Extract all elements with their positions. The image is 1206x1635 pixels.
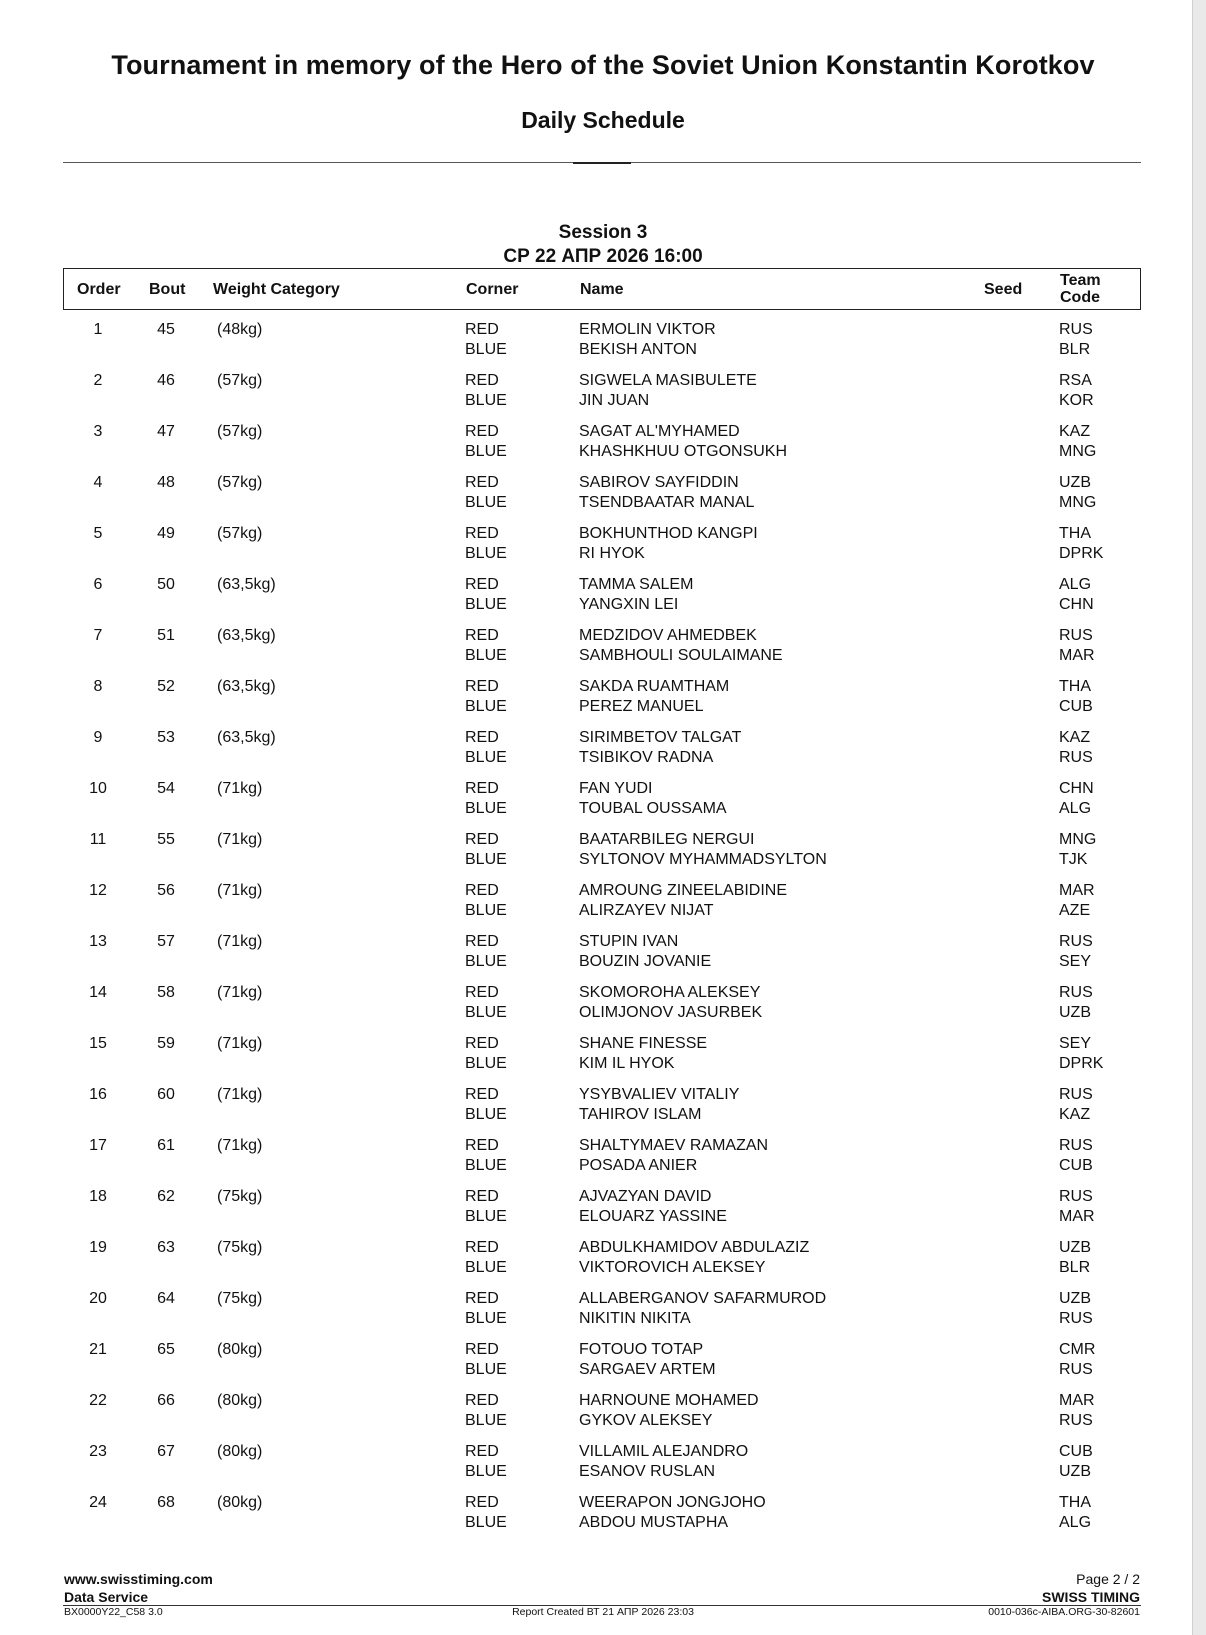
blue-team-code: TJK [1059, 850, 1088, 868]
blue-corner: BLUE [465, 1207, 507, 1225]
table-row [0, 575, 1206, 626]
blue-corner: BLUE [465, 901, 507, 919]
document-title: Tournament in memory of the Hero of the Soviet Union Konstantin Korotkov [111, 50, 1095, 80]
red-team-code: UZB [1059, 474, 1091, 491]
red-boxer-name: SIRIMBETOV TALGAT [579, 729, 742, 746]
bout-number: 65 [157, 1341, 175, 1358]
table-row [0, 932, 1206, 983]
bout-order: 9 [93, 729, 103, 746]
red-team-code: RUS [1059, 1137, 1093, 1154]
red-corner: RED [465, 576, 499, 593]
blue-corner: BLUE [465, 1462, 507, 1480]
blue-corner: BLUE [465, 1258, 507, 1276]
weight-category: (71kg) [217, 1035, 263, 1052]
bout-order: 13 [89, 933, 107, 950]
table-row [0, 1493, 1206, 1544]
table-row [0, 1289, 1206, 1340]
blue-corner: BLUE [465, 799, 507, 817]
blue-corner: BLUE [465, 391, 507, 409]
header-team-code [1060, 272, 1101, 306]
red-team-code: RUS [1059, 1188, 1093, 1205]
blue-team-code: UZB [1059, 1003, 1091, 1021]
table-row [0, 1034, 1206, 1085]
red-team-code: KAZ [1059, 729, 1091, 746]
table-row [0, 626, 1206, 677]
blue-team-code: MAR [1059, 646, 1095, 664]
red-team-code: CMR [1059, 1341, 1096, 1358]
title-divider-mark [573, 162, 631, 164]
bout-number: 49 [157, 525, 175, 542]
red-team-code: MNG [1059, 831, 1097, 848]
table-row [0, 881, 1206, 932]
red-boxer-name: STUPIN IVAN [579, 933, 679, 950]
weight-category: (75kg) [217, 1239, 263, 1256]
blue-team-code: UZB [1059, 1462, 1091, 1480]
red-boxer-name: FAN YUDI [579, 780, 653, 797]
red-corner: RED [465, 474, 499, 491]
blue-corner: BLUE [465, 595, 507, 613]
red-boxer-name: SHALTYMAEV RAMAZAN [579, 1137, 769, 1154]
red-corner: RED [465, 1188, 499, 1205]
bout-order: 3 [93, 423, 103, 440]
blue-corner: BLUE [465, 1054, 507, 1072]
blue-boxer-name: NIKITIN NIKITA [579, 1309, 691, 1327]
bout-order: 7 [93, 627, 103, 644]
blue-corner: BLUE [465, 1156, 507, 1174]
weight-category: (57kg) [217, 474, 263, 491]
weight-category: (63,5kg) [217, 576, 276, 593]
table-row [0, 1391, 1206, 1442]
bout-order: 14 [89, 984, 107, 1001]
red-boxer-name: SIGWELA MASIBULETE [579, 372, 757, 389]
blue-boxer-name: KIM IL HYOK [579, 1054, 675, 1072]
red-team-code: ALG [1059, 576, 1092, 593]
red-corner: RED [465, 423, 499, 440]
weight-category: (80kg) [217, 1392, 263, 1409]
blue-boxer-name: ELOUARZ YASSINE [579, 1207, 727, 1225]
blue-boxer-name: SARGAEV ARTEM [579, 1360, 716, 1378]
red-team-code: MAR [1059, 882, 1095, 899]
blue-team-code: ALG [1059, 1513, 1092, 1531]
table-row [0, 1136, 1206, 1187]
red-boxer-name: BOKHUNTHOD KANGPI [579, 525, 758, 542]
red-corner: RED [465, 1392, 499, 1409]
red-corner: RED [465, 882, 499, 899]
blue-boxer-name: KHASHKHUU OTGONSUKH [579, 442, 788, 460]
bout-number: 57 [157, 933, 175, 950]
bout-order: 18 [89, 1188, 107, 1205]
bout-number: 56 [157, 882, 175, 899]
blue-corner: BLUE [465, 442, 507, 460]
bout-order: 19 [89, 1239, 107, 1256]
bout-number: 58 [157, 984, 175, 1001]
weight-category: (71kg) [217, 984, 263, 1001]
bout-order: 17 [89, 1137, 107, 1154]
bout-order: 11 [89, 831, 107, 848]
red-boxer-name: ALLABERGANOV SAFARMUROD [579, 1290, 827, 1307]
header-team-line1: Team [1060, 272, 1101, 289]
session-label: Session 3 [558, 222, 648, 243]
red-corner: RED [465, 1341, 499, 1358]
bout-number: 63 [157, 1239, 175, 1256]
footer-website: www.swisstiming.com [64, 1571, 213, 1587]
blue-corner: BLUE [465, 952, 507, 970]
blue-team-code: BLR [1059, 1258, 1091, 1276]
blue-boxer-name: TSENDBAATAR MANAL [579, 493, 755, 511]
blue-boxer-name: ALIRZAYEV NIJAT [579, 901, 714, 919]
blue-team-code: MAR [1059, 1207, 1095, 1225]
blue-boxer-name: SAMBHOULI SOULAIMANE [579, 646, 783, 664]
bout-order: 2 [93, 372, 103, 389]
blue-boxer-name: RI HYOK [579, 544, 645, 562]
weight-category: (71kg) [217, 831, 263, 848]
red-corner: RED [465, 780, 499, 797]
red-corner: RED [465, 984, 499, 1001]
bout-number: 66 [157, 1392, 175, 1409]
red-team-code: UZB [1059, 1290, 1091, 1307]
weight-category: (75kg) [217, 1290, 263, 1307]
blue-team-code: RUS [1059, 1309, 1093, 1327]
bout-number: 59 [157, 1035, 175, 1052]
blue-boxer-name: JIN JUAN [579, 391, 650, 409]
bout-order: 21 [89, 1341, 107, 1358]
bout-number: 68 [157, 1494, 175, 1511]
bout-number: 46 [157, 372, 175, 389]
table-row [0, 830, 1206, 881]
weight-category: (48kg) [217, 321, 263, 338]
bout-number: 54 [157, 780, 175, 797]
weight-category: (71kg) [217, 780, 263, 797]
footer-reference: 0010-036c-AIBA.ORG-30-82601 [988, 1606, 1140, 1618]
blue-team-code: CUB [1059, 697, 1093, 715]
weight-category: (63,5kg) [217, 627, 276, 644]
red-boxer-name: HARNOUNE MOHAMED [579, 1392, 759, 1409]
red-boxer-name: AJVAZYAN DAVID [579, 1188, 712, 1205]
weight-category: (80kg) [217, 1341, 263, 1358]
bout-order: 16 [89, 1086, 107, 1103]
red-boxer-name: SAKDA RUAMTHAM [579, 678, 730, 695]
red-boxer-name: BAATARBILEG NERGUI [579, 831, 755, 848]
blue-boxer-name: TOUBAL OUSSAMA [579, 799, 727, 817]
blue-team-code: SEY [1059, 952, 1092, 970]
red-boxer-name: AMROUNG ZINEELABIDINE [579, 882, 788, 899]
bout-number: 51 [157, 627, 175, 644]
red-team-code: CHN [1059, 780, 1094, 797]
bout-number: 64 [157, 1290, 175, 1307]
red-team-code: RUS [1059, 984, 1093, 1001]
header-corner: Corner [466, 281, 519, 298]
weight-category: (57kg) [217, 423, 263, 440]
red-boxer-name: ABDULKHAMIDOV ABDULAZIZ [579, 1239, 810, 1256]
red-corner: RED [465, 1290, 499, 1307]
red-boxer-name: SAGAT AL'MYHAMED [579, 423, 740, 440]
red-team-code: RUS [1059, 321, 1093, 338]
header-name: Name [580, 281, 624, 298]
footer-data-service: Data Service [64, 1589, 149, 1605]
blue-boxer-name: TSIBIKOV RADNA [579, 748, 714, 766]
table-row [0, 728, 1206, 779]
red-team-code: THA [1059, 678, 1091, 695]
table-row [0, 524, 1206, 575]
red-boxer-name: SHANE FINESSE [579, 1035, 708, 1052]
table-row [0, 1187, 1206, 1238]
table-header [63, 268, 1141, 310]
blue-team-code: KAZ [1059, 1105, 1091, 1123]
header-team-line2: Code [1060, 289, 1100, 306]
bout-order: 15 [89, 1035, 107, 1052]
weight-category: (57kg) [217, 525, 263, 542]
red-team-code: THA [1059, 1494, 1091, 1511]
bout-number: 52 [157, 678, 175, 695]
weight-category: (71kg) [217, 1086, 263, 1103]
red-team-code: UZB [1059, 1239, 1091, 1256]
bout-order: 23 [89, 1443, 107, 1460]
red-team-code: RUS [1059, 1086, 1093, 1103]
bout-order: 20 [89, 1290, 107, 1307]
red-team-code: RSA [1059, 372, 1092, 389]
red-corner: RED [465, 627, 499, 644]
bout-number: 48 [157, 474, 175, 491]
footer-doc-code: BX0000Y22_C58 3.0 [64, 1606, 163, 1618]
blue-team-code: BLR [1059, 340, 1091, 358]
blue-corner: BLUE [465, 748, 507, 766]
red-boxer-name: ERMOLIN VIKTOR [579, 321, 716, 338]
red-corner: RED [465, 372, 499, 389]
table-row [0, 1442, 1206, 1493]
red-corner: RED [465, 321, 499, 338]
header-bout: Bout [149, 281, 186, 298]
table-row [0, 1340, 1206, 1391]
bout-number: 60 [157, 1086, 175, 1103]
bout-order: 5 [93, 525, 103, 542]
bout-number: 47 [157, 423, 175, 440]
blue-team-code: ALG [1059, 799, 1092, 817]
blue-team-code: CHN [1059, 595, 1094, 613]
blue-corner: BLUE [465, 1360, 507, 1378]
blue-boxer-name: GYKOV ALEKSEY [579, 1411, 713, 1429]
blue-team-code: RUS [1059, 1411, 1093, 1429]
weight-category: (63,5kg) [217, 678, 276, 695]
red-corner: RED [465, 729, 499, 746]
red-corner: RED [465, 1137, 499, 1154]
blue-team-code: CUB [1059, 1156, 1093, 1174]
red-team-code: KAZ [1059, 423, 1091, 440]
bout-order: 12 [89, 882, 107, 899]
blue-boxer-name: BOUZIN JOVANIE [579, 952, 712, 970]
blue-team-code: KOR [1059, 391, 1094, 409]
table-row [0, 1238, 1206, 1289]
blue-corner: BLUE [465, 1003, 507, 1021]
red-team-code: RUS [1059, 627, 1093, 644]
bout-number: 50 [157, 576, 175, 593]
blue-corner: BLUE [465, 544, 507, 562]
red-team-code: MAR [1059, 1392, 1095, 1409]
blue-boxer-name: VIKTOROVICH ALEKSEY [579, 1258, 766, 1276]
document-subtitle: Daily Schedule [521, 107, 685, 133]
weight-category: (71kg) [217, 1137, 263, 1154]
red-team-code: SEY [1059, 1035, 1092, 1052]
blue-boxer-name: ABDOU MUSTAPHA [579, 1513, 729, 1531]
blue-corner: BLUE [465, 850, 507, 868]
red-corner: RED [465, 525, 499, 542]
blue-boxer-name: BEKISH ANTON [579, 340, 697, 358]
blue-boxer-name: PEREZ MANUEL [579, 697, 704, 715]
red-team-code: CUB [1059, 1443, 1093, 1460]
blue-corner: BLUE [465, 646, 507, 664]
red-corner: RED [465, 1494, 499, 1511]
table-row [0, 371, 1206, 422]
table-row [0, 1085, 1206, 1136]
header-weight-category: Weight Category [213, 281, 340, 298]
bout-order: 22 [89, 1392, 107, 1409]
table-row [0, 422, 1206, 473]
bout-order: 24 [89, 1494, 107, 1511]
red-team-code: RUS [1059, 933, 1093, 950]
blue-team-code: DPRK [1059, 544, 1104, 562]
bout-number: 67 [157, 1443, 175, 1460]
red-corner: RED [465, 1443, 499, 1460]
red-corner: RED [465, 831, 499, 848]
bout-order: 1 [93, 321, 103, 338]
blue-corner: BLUE [465, 493, 507, 511]
red-boxer-name: VILLAMIL ALEJANDRO [579, 1443, 749, 1460]
weight-category: (71kg) [217, 882, 263, 899]
blue-corner: BLUE [465, 1513, 507, 1531]
blue-corner: BLUE [465, 1411, 507, 1429]
bout-number: 62 [157, 1188, 175, 1205]
blue-team-code: DPRK [1059, 1054, 1104, 1072]
red-corner: RED [465, 678, 499, 695]
red-boxer-name: YSYBVALIEV VITALIY [579, 1086, 740, 1103]
blue-corner: BLUE [465, 697, 507, 715]
red-boxer-name: SABIROV SAYFIDDIN [579, 474, 739, 491]
blue-boxer-name: SYLTONOV MYHAMMADSYLTON [579, 850, 827, 868]
red-boxer-name: MEDZIDOV AHMEDBEK [579, 627, 757, 644]
blue-team-code: RUS [1059, 748, 1093, 766]
footer-report-created: Report Created ВТ 21 АПР 2026 23:03 [512, 1606, 694, 1618]
weight-category: (71kg) [217, 933, 263, 950]
red-boxer-name: WEERAPON JONGJOHO [579, 1494, 766, 1511]
blue-boxer-name: OLIMJONOV JASURBEK [579, 1003, 763, 1021]
blue-team-code: MNG [1059, 442, 1097, 460]
session-datetime: СР 22 АПР 2026 16:00 [503, 246, 703, 267]
bout-number: 61 [157, 1137, 175, 1154]
blue-corner: BLUE [465, 1105, 507, 1123]
bout-order: 4 [93, 474, 103, 491]
bout-number: 45 [157, 321, 175, 338]
blue-team-code: AZE [1059, 901, 1091, 919]
red-team-code: THA [1059, 525, 1091, 542]
blue-boxer-name: ESANOV RUSLAN [579, 1462, 716, 1480]
header-seed: Seed [984, 281, 1023, 298]
blue-boxer-name: POSADA ANIER [579, 1156, 698, 1174]
footer-page-number: Page 2 / 2 [1076, 1571, 1140, 1587]
table-row [0, 473, 1206, 524]
table-row [0, 983, 1206, 1034]
header-order: Order [77, 281, 121, 298]
red-boxer-name: FOTOUO TOTAP [579, 1341, 704, 1358]
red-boxer-name: SKOMOROHA ALEKSEY [579, 984, 761, 1001]
red-corner: RED [465, 933, 499, 950]
table-row [0, 779, 1206, 830]
blue-team-code: MNG [1059, 493, 1097, 511]
blue-corner: BLUE [465, 1309, 507, 1327]
red-corner: RED [465, 1239, 499, 1256]
bout-number: 53 [157, 729, 175, 746]
bout-order: 10 [89, 780, 107, 797]
footer-brand: SWISS TIMING [1042, 1589, 1140, 1605]
blue-boxer-name: YANGXIN LEI [579, 595, 679, 613]
blue-team-code: RUS [1059, 1360, 1093, 1378]
blue-boxer-name: TAHIROV ISLAM [579, 1105, 702, 1123]
red-boxer-name: TAMMA SALEM [579, 576, 694, 593]
table-row [0, 320, 1206, 371]
weight-category: (63,5kg) [217, 729, 276, 746]
bout-order: 8 [93, 678, 103, 695]
weight-category: (80kg) [217, 1443, 263, 1460]
table-row [0, 677, 1206, 728]
weight-category: (75kg) [217, 1188, 263, 1205]
bout-number: 55 [157, 831, 175, 848]
red-corner: RED [465, 1086, 499, 1103]
weight-category: (57kg) [217, 372, 263, 389]
weight-category: (80kg) [217, 1494, 263, 1511]
bout-order: 6 [93, 576, 103, 593]
blue-corner: BLUE [465, 340, 507, 358]
red-corner: RED [465, 1035, 499, 1052]
